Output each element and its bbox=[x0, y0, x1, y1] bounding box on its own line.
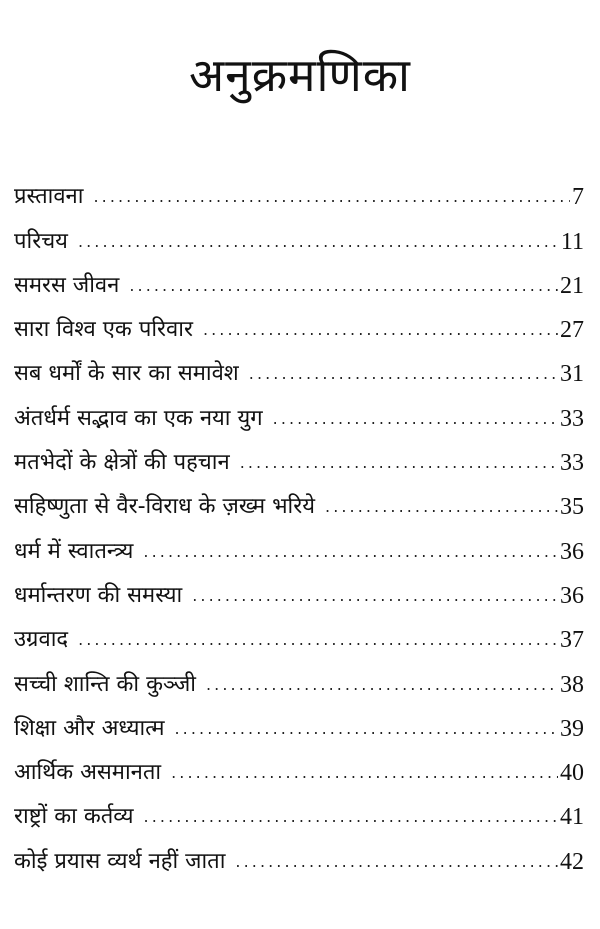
dot-leader bbox=[171, 762, 558, 784]
toc-page-number: 42 bbox=[560, 848, 584, 875]
dot-leader bbox=[143, 541, 558, 563]
dot-leader bbox=[129, 275, 558, 297]
toc-page-number: 36 bbox=[560, 538, 584, 565]
toc-page-number: 39 bbox=[560, 715, 584, 742]
toc-entry bbox=[14, 301, 584, 345]
toc-entry bbox=[14, 522, 584, 566]
toc-page-number: 41 bbox=[560, 804, 584, 831]
toc-entry-title: मतभेदों के क्षेत्रों की पहचान bbox=[14, 450, 230, 476]
dot-leader bbox=[273, 408, 558, 430]
toc-entry-title: सब धर्मों के सार का समावेश bbox=[14, 361, 239, 387]
toc-entry bbox=[14, 389, 584, 433]
toc-entry-title: सच्ची शान्ति की कुञ्जी bbox=[14, 671, 196, 697]
toc-entry bbox=[14, 567, 584, 611]
toc-page-number: 11 bbox=[560, 228, 584, 255]
dot-leader bbox=[235, 851, 558, 873]
toc-entry-title: शिक्षा और अध्यात्म bbox=[14, 715, 165, 741]
toc-page-number: 33 bbox=[560, 405, 584, 432]
dot-leader bbox=[203, 319, 558, 341]
toc-page-number: 35 bbox=[560, 494, 584, 521]
dot-leader bbox=[93, 186, 570, 208]
toc-entry-title: कोई प्रयास व्यर्थ नहीं जाता bbox=[14, 848, 226, 874]
toc-entry bbox=[14, 655, 584, 699]
table-of-contents bbox=[14, 168, 584, 877]
toc-page-number: 40 bbox=[560, 760, 584, 787]
toc-entry bbox=[14, 478, 584, 522]
dot-leader bbox=[192, 585, 558, 607]
toc-entry bbox=[14, 700, 584, 744]
toc-entry bbox=[14, 212, 584, 256]
toc-entry-title: उग्रवाद bbox=[14, 627, 69, 653]
toc-entry-title: सारा विश्व एक परिवार bbox=[14, 317, 193, 343]
toc-entry bbox=[14, 434, 584, 478]
dot-leader bbox=[206, 674, 558, 696]
dot-leader bbox=[144, 806, 558, 828]
toc-page-number: 27 bbox=[560, 317, 584, 344]
toc-page-number: 7 bbox=[572, 184, 584, 211]
toc-entry bbox=[14, 832, 584, 876]
toc-entry-title: प्रस्तावना bbox=[14, 184, 84, 210]
toc-page-number: 31 bbox=[560, 361, 584, 388]
dot-leader bbox=[240, 452, 558, 474]
toc-entry-title: धर्मान्तरण की समस्या bbox=[14, 582, 183, 608]
toc-entry bbox=[14, 257, 584, 301]
dot-leader bbox=[249, 363, 558, 385]
dot-leader bbox=[325, 496, 558, 518]
toc-page-number: 38 bbox=[560, 671, 584, 698]
toc-entry-title: आर्थिक असमानता bbox=[14, 760, 162, 786]
toc-entry-title: परिचय bbox=[14, 228, 68, 254]
toc-entry bbox=[14, 611, 584, 655]
dot-leader bbox=[78, 629, 558, 651]
toc-entry bbox=[14, 744, 584, 788]
toc-entry-title: राष्ट्रों का कर्तव्य bbox=[14, 804, 134, 830]
toc-page-number: 37 bbox=[560, 627, 584, 654]
toc-entry bbox=[14, 788, 584, 832]
page-title: अनुक्रमणिका bbox=[189, 47, 411, 102]
toc-entry bbox=[14, 345, 584, 389]
dot-leader bbox=[175, 718, 559, 740]
toc-entry-title: धर्म में स्वातन्त्र्य bbox=[14, 538, 134, 564]
toc-entry-title: समरस जीवन bbox=[14, 272, 120, 298]
toc-entry-title: सहिष्णुता से वैर-विराध के ज़ख्म भरिये bbox=[14, 494, 316, 520]
toc-page-number: 21 bbox=[560, 272, 584, 299]
toc-page-number: 36 bbox=[560, 582, 584, 609]
toc-entry bbox=[14, 168, 584, 212]
toc-entry-title: अंतर्धर्म सद्भाव का एक नया युग bbox=[14, 405, 263, 431]
toc-page-number: 33 bbox=[560, 450, 584, 477]
dot-leader bbox=[78, 231, 559, 253]
